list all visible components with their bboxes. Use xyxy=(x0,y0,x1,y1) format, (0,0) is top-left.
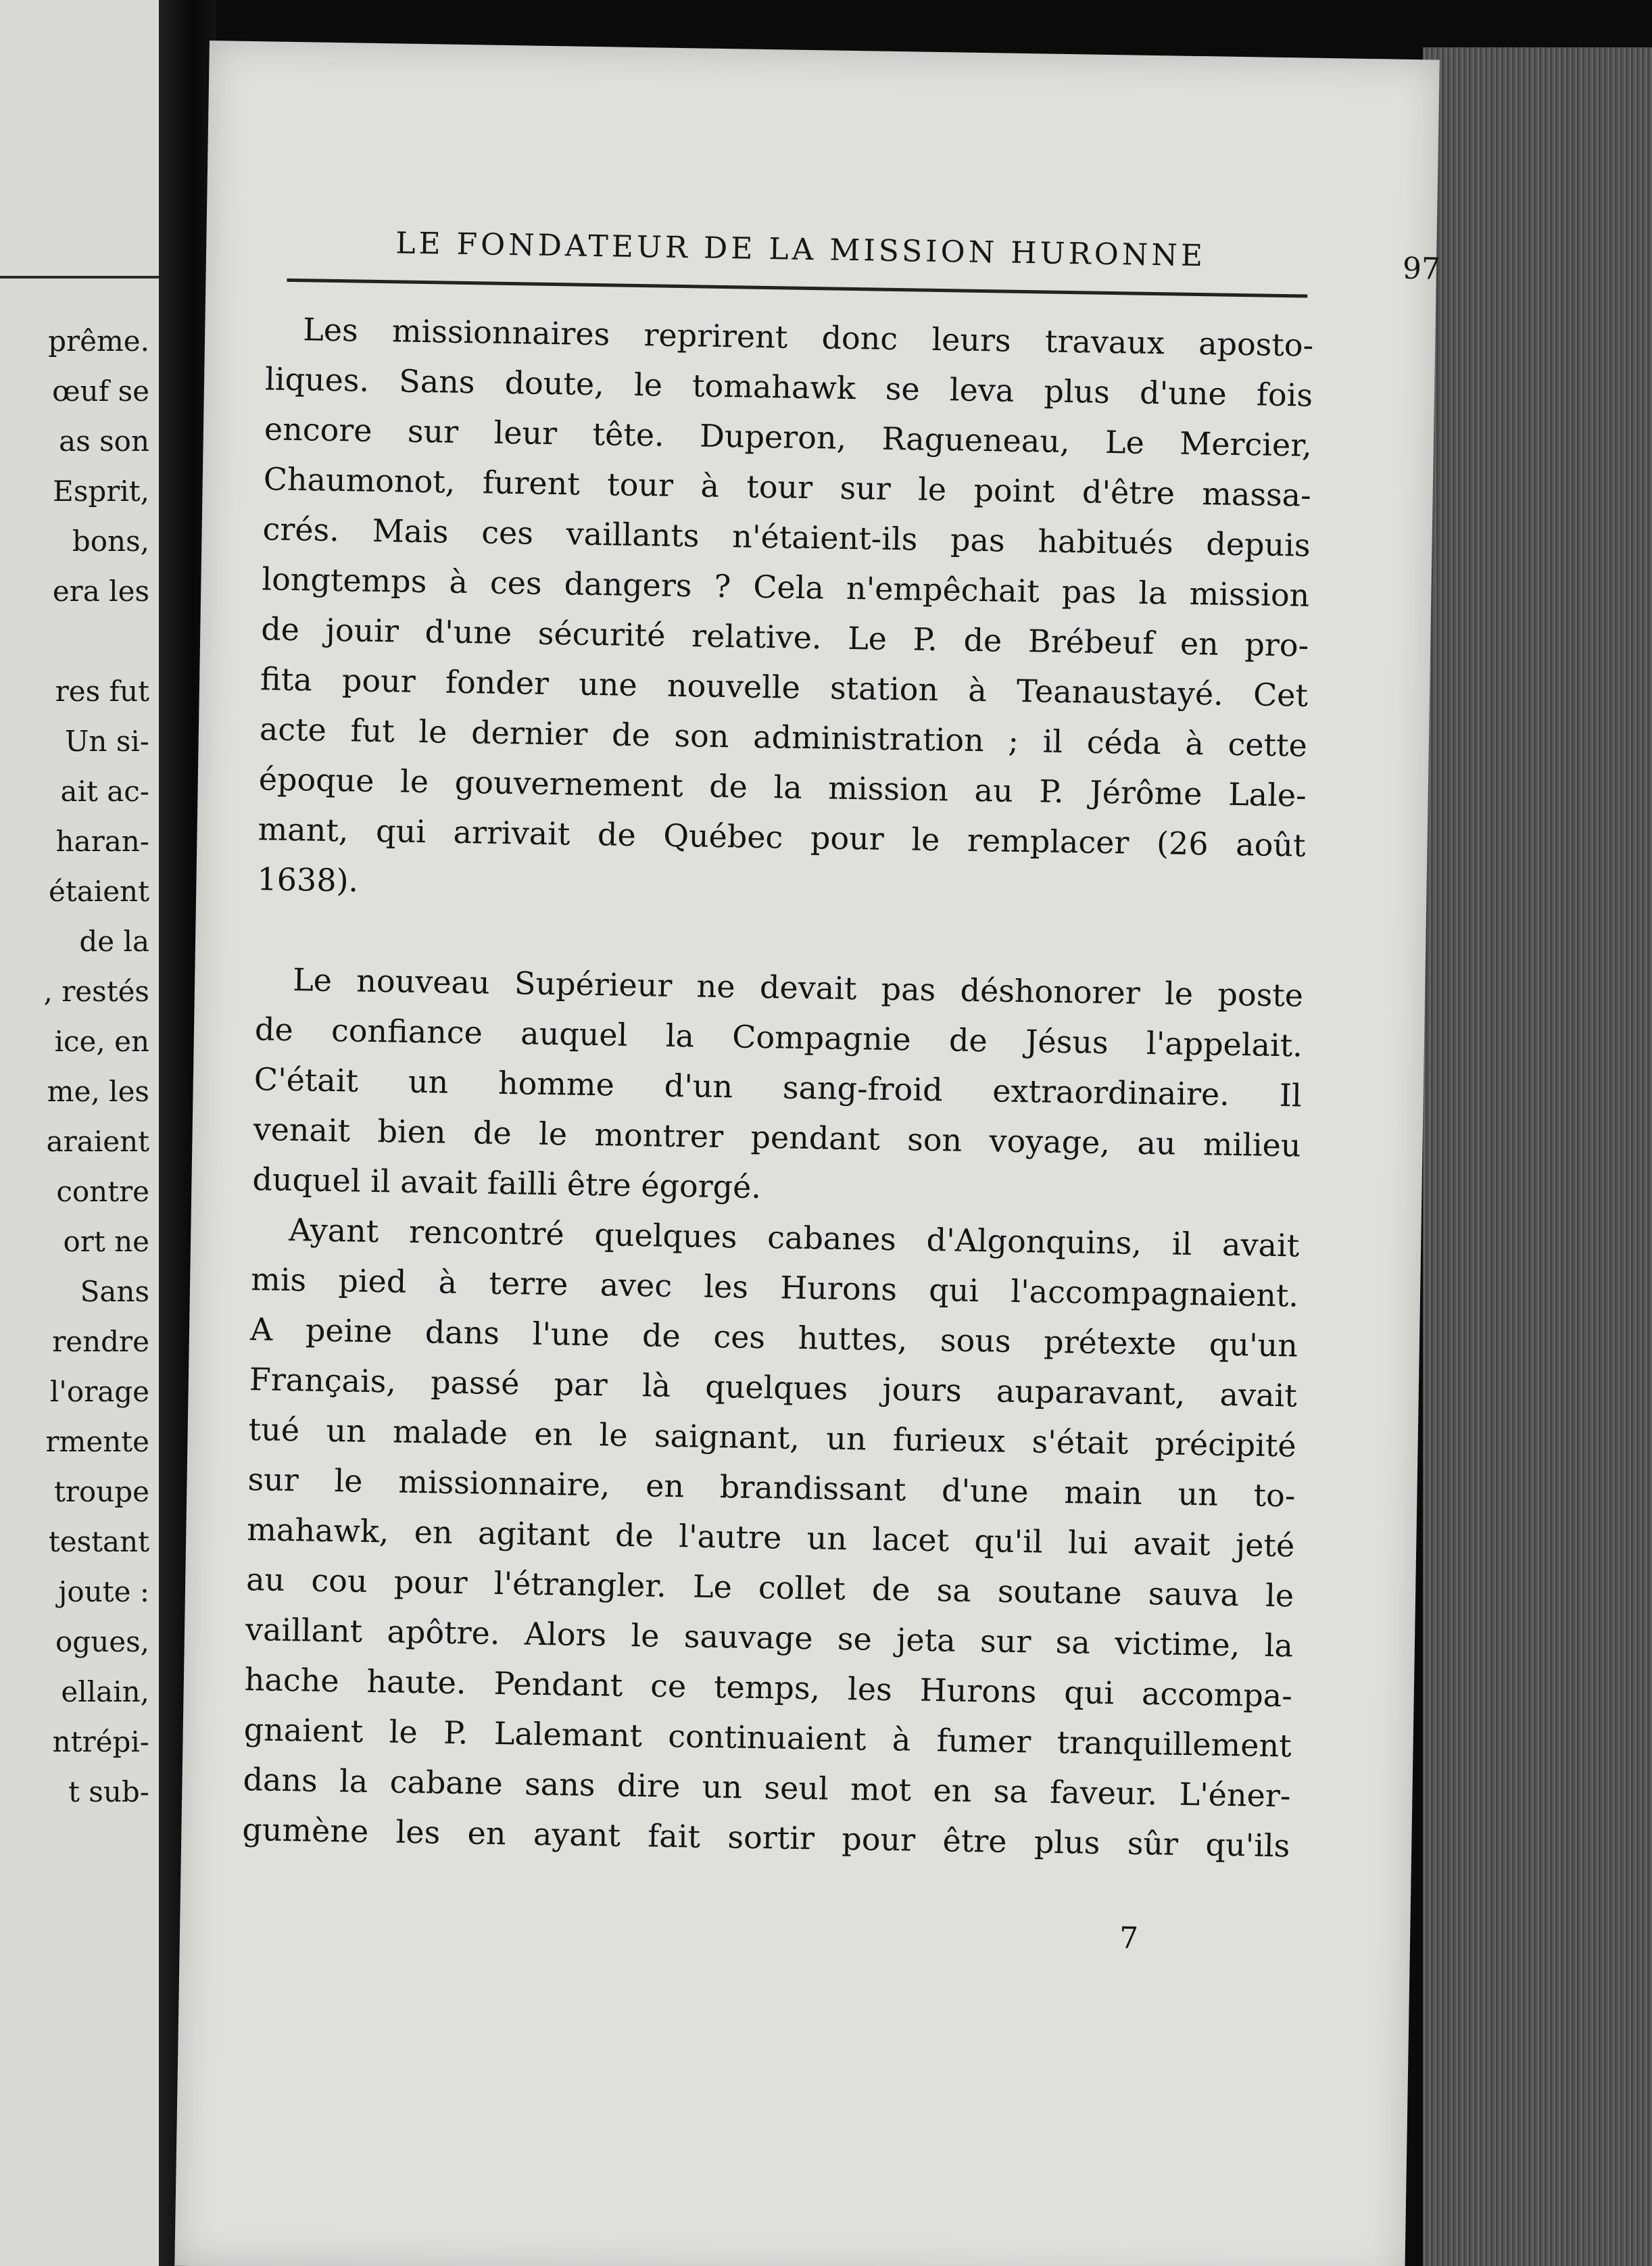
left-page-line: res fut xyxy=(55,675,149,708)
left-page-line: ice, en xyxy=(54,1025,149,1058)
paragraph xyxy=(252,954,1304,1220)
left-page-line: ort ne xyxy=(63,1225,149,1258)
paragraph xyxy=(242,1204,1300,1871)
running-title: LE FONDATEUR DE LA MISSION HURONNE xyxy=(395,226,1207,274)
left-page-line: Sans xyxy=(80,1275,149,1308)
left-page-line: rendre xyxy=(52,1325,149,1358)
left-page-line: œuf se xyxy=(52,375,149,408)
left-page-line: ogues, xyxy=(55,1625,149,1658)
text-line: sur le missionnaire, en brandissant d'une main un to- xyxy=(247,1461,1296,1514)
body-text xyxy=(242,304,1314,1871)
left-page-line: haran- xyxy=(55,825,149,858)
text-line: vaillant apôtre. Alors le sauvage se jeta sur sa victime, la xyxy=(245,1611,1294,1664)
text-line: au cou pour l'étrangler. Le collet de sa soutane sauva le xyxy=(245,1561,1294,1614)
left-page-line: Un si- xyxy=(65,725,149,758)
left-page-line: ellain, xyxy=(61,1675,149,1708)
text-line: tué un malade en le saignant, un furieux s'était précipité xyxy=(248,1411,1296,1464)
text-line: mahawk, en agitant de l'autre un lacet qu'il lui avait jeté xyxy=(246,1511,1295,1564)
text-line: mis pied à terre avec les Hurons qui l'accompagnaient. xyxy=(250,1261,1299,1314)
text-line: époque le gouvernement de la mission au P. Jérôme Lale- xyxy=(258,761,1307,814)
signature-mark: 7 xyxy=(1119,1921,1139,1956)
left-page-line: as son xyxy=(59,425,149,458)
text-line: venait bien de le montrer pendant son voyage, au milieu xyxy=(253,1111,1301,1164)
text-line: de confiance auquel la Compagnie de Jésus l'appelait. xyxy=(254,1011,1303,1064)
text-line: dans la cabane sans dire un seul mot en sa faveur. L'éner- xyxy=(243,1761,1291,1814)
left-page-line: t sub- xyxy=(68,1775,149,1808)
text-line: Chaumonot, furent tour à tour sur le point d'être massa- xyxy=(263,460,1312,514)
text-line: hache haute. Pendant ce temps, les Hurons qui accompa- xyxy=(244,1661,1293,1714)
paragraph xyxy=(257,304,1314,920)
text-line: duquel il avait failli être égorgé. xyxy=(252,1161,762,1206)
text-line: C'était un homme d'un sang-froid extraordinaire. Il xyxy=(253,1061,1303,1114)
left-page-line: l'orage xyxy=(49,1375,149,1408)
text-line: Le nouveau Supérieur ne devait pas déshonorer le poste xyxy=(292,961,1304,1014)
left-page-rule xyxy=(0,276,159,279)
left-page-line: araient xyxy=(46,1125,149,1158)
left-page-line: contre xyxy=(56,1175,149,1208)
right-page xyxy=(174,41,1439,2266)
text-line: encore sur leur tête. Duperon, Ragueneau, Le Mercier, xyxy=(264,410,1313,464)
left-page-text xyxy=(0,316,159,1817)
left-page-line: prême. xyxy=(48,324,149,358)
left-facing-page xyxy=(0,0,159,2266)
left-page-line: Esprit, xyxy=(53,475,149,508)
left-page-line: , restés xyxy=(43,975,149,1008)
text-line: A peine dans l'une de ces huttes, sous prétexte qu'un xyxy=(249,1311,1298,1364)
left-page-line: troupe xyxy=(53,1475,149,1508)
left-page-line: ait ac- xyxy=(60,775,149,808)
text-line: gumène les en ayant fait sortir pour être plus sûr qu'ils xyxy=(242,1811,1290,1864)
left-page-line: me, les xyxy=(47,1075,149,1108)
text-line: longtemps à ces dangers ? Cela n'empêchait pas la mission xyxy=(262,560,1310,614)
left-page-line: testant xyxy=(48,1525,149,1558)
page-block-edges xyxy=(1423,47,1652,2266)
text-line: Ayant rencontré quelques cabanes d'Algonquins, il avait xyxy=(288,1211,1300,1264)
text-line: Les missionnaires reprirent donc leurs travaux aposto- xyxy=(302,311,1314,364)
text-line: Français, passé par là quelques jours auparavant, avait xyxy=(249,1361,1298,1414)
page-number: 97 xyxy=(1402,251,1441,287)
left-page-line: joute : xyxy=(58,1575,149,1608)
text-line: 1638). xyxy=(257,861,359,899)
left-page-line: étaient xyxy=(49,875,149,908)
left-page-line xyxy=(0,617,159,667)
text-line: gnaient le P. Lalemant continuaient à fumer tranquillement xyxy=(243,1711,1292,1764)
left-page-line: ntrépi- xyxy=(52,1725,149,1758)
text-line: mant, qui arrivait de Québec pour le remplacer (26 août xyxy=(258,811,1306,864)
left-page-line: era les xyxy=(52,575,149,608)
text-line: fita pour fonder une nouvelle station à Teanaustayé. Cet xyxy=(260,660,1309,714)
text-line: de jouir d'une sécurité relative. Le P. de Brébeuf en pro- xyxy=(260,610,1309,664)
text-line: acte fut le dernier de son administration ; il céda à cette xyxy=(259,710,1308,764)
text-line: crés. Mais ces vaillants n'étaient-ils pas habitués depuis xyxy=(262,510,1311,564)
text-line: liques. Sans doute, le tomahawk se leva plus d'une fois xyxy=(264,360,1313,414)
left-page-line: de la xyxy=(79,925,149,958)
left-page-line: bons, xyxy=(72,525,149,558)
left-page-line: rmente xyxy=(45,1425,149,1458)
